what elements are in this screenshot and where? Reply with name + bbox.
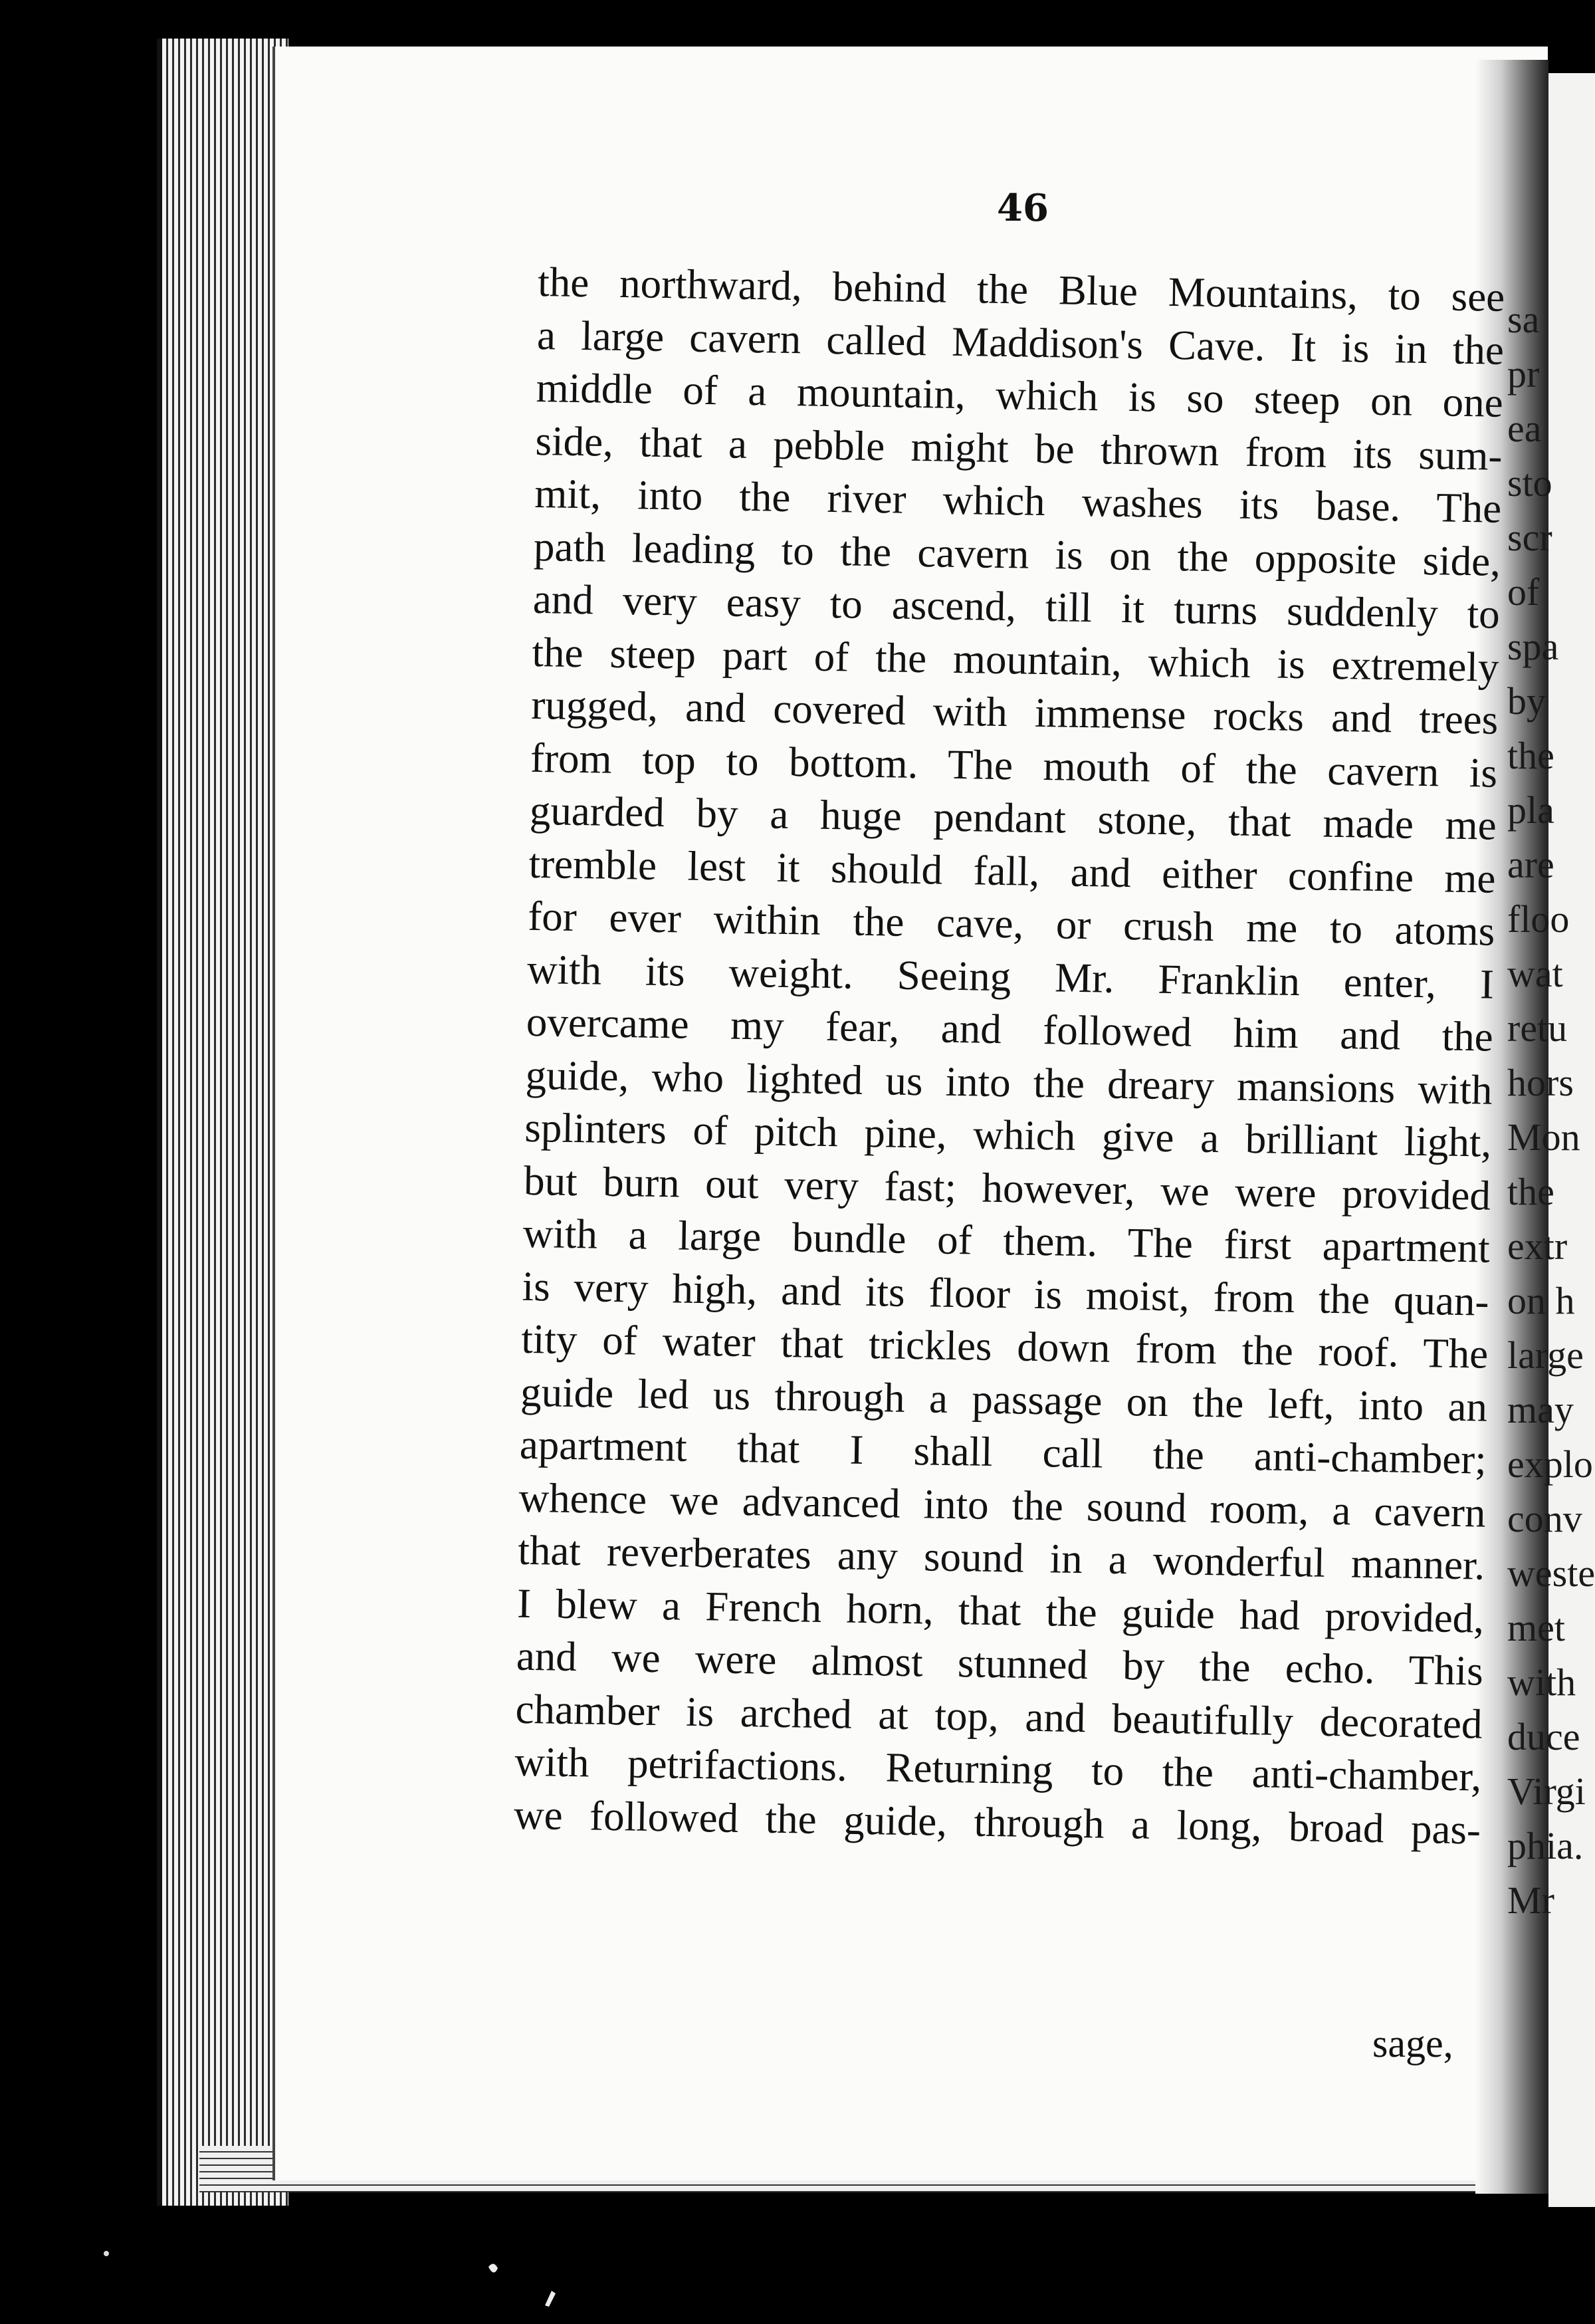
- text-line: tremble lest it should fall, and either confine me: [528, 840, 1497, 902]
- text-line: side, that a pebble might be thrown from its sum-: [535, 417, 1503, 479]
- text-line: with petrifactions. Returning to the anti-chamber,: [514, 1738, 1482, 1800]
- text-line: whence we advanced into the sound room, a cavern: [518, 1474, 1487, 1536]
- text-line: but burn out very fast; however, we were provided: [523, 1157, 1491, 1219]
- facing-text-fragment: explo: [1507, 1443, 1593, 1486]
- facing-text-fragment: pla: [1507, 788, 1554, 832]
- text-line: guide, who lighted us into the dreary mansions with: [525, 1051, 1493, 1113]
- text-line: I blew a French horn, that the guide had provided,: [516, 1579, 1485, 1642]
- text-line: and very easy to ascend, till it turns suddenly to: [532, 575, 1501, 638]
- text-line: for ever within the cave, or crush me to atoms: [527, 892, 1495, 955]
- text-line: path leading to the cavern is on the opposite side,: [533, 523, 1501, 585]
- facing-text-fragment: extr: [1507, 1224, 1568, 1268]
- text-line: tity of water that trickles down from the roof. The: [520, 1315, 1489, 1377]
- facing-text-fragment: on h: [1507, 1279, 1575, 1322]
- text-line: rugged, and covered with immense rocks and trees: [530, 681, 1499, 743]
- text-line: from top to bottom. The mouth of the cavern is: [530, 734, 1498, 796]
- text-line: a large cavern called Maddison's Cave. It is in the: [536, 311, 1505, 374]
- facing-text-fragment: by: [1507, 679, 1546, 723]
- facing-text-fragment: of: [1507, 570, 1540, 614]
- text-line: is very high, and its floor is moist, from the quan-: [522, 1262, 1490, 1325]
- facing-text-fragment: the: [1507, 1170, 1554, 1213]
- text-line: the steep part of the mountain, which is extremely: [532, 628, 1500, 691]
- text-line: and we were almost stunned by the echo. This: [516, 1632, 1484, 1694]
- facing-text-fragment: wat: [1507, 952, 1563, 995]
- facing-text-fragment: weste: [1507, 1552, 1595, 1595]
- catchword: sage,: [1372, 2022, 1453, 2065]
- facing-text-fragment: spa: [1507, 625, 1559, 668]
- text-line: guarded by a huge pendant stone, that made me: [529, 786, 1497, 849]
- facing-text-fragment: conv: [1507, 1497, 1582, 1540]
- facing-text-fragment: Mr: [1507, 1879, 1554, 1922]
- text-line: splinters of pitch pine, which give a brilliant light,: [524, 1104, 1492, 1166]
- facing-text-fragment: scr: [1507, 516, 1552, 559]
- text-line: mit, into the river which washes its base. The: [534, 469, 1502, 532]
- text-line: with its weight. Seeing Mr. Franklin enter, I: [526, 945, 1495, 1008]
- facing-text-fragment: sa: [1507, 298, 1540, 341]
- facing-text-fragment: large: [1507, 1334, 1584, 1377]
- text-line: the northward, behind the Blue Mountains, to see: [537, 258, 1505, 320]
- facing-page-text: [1507, 292, 1595, 1928]
- text-line: we followed the guide, through a long, broad pas-: [513, 1791, 1481, 1853]
- facing-text-fragment: Mon: [1507, 1115, 1580, 1159]
- page-number: 46: [997, 186, 1049, 230]
- text-line: with a large bundle of them. The first apartment: [522, 1209, 1491, 1272]
- facing-text-fragment: are: [1507, 843, 1554, 886]
- facing-text-fragment: the: [1507, 734, 1554, 777]
- facing-text-fragment: pr: [1507, 352, 1540, 396]
- text-line: apartment that I shall call the anti-chamber;: [519, 1421, 1487, 1483]
- facing-text-fragment: retu: [1507, 1006, 1568, 1050]
- left-page-edges: [157, 39, 288, 2206]
- text-line: middle of a mountain, which is so steep on one: [536, 364, 1504, 426]
- facing-text-fragment: phia.: [1507, 1824, 1584, 1867]
- text-line: guide led us through a passage on the left, into an: [520, 1368, 1488, 1431]
- facing-text-fragment: met: [1507, 1606, 1565, 1649]
- scan-specks: [80, 2227, 678, 2320]
- facing-text-fragment: sto: [1507, 461, 1552, 505]
- text-line: that reverberates any sound in a wonderful manner.: [517, 1526, 1485, 1589]
- page-text: [514, 256, 1505, 1857]
- facing-text-fragment: duce: [1507, 1715, 1580, 1758]
- text-line: overcame my fear, and followed him and the: [526, 998, 1494, 1060]
- facing-text-fragment: Virgi: [1507, 1770, 1586, 1813]
- facing-text-fragment: may: [1507, 1388, 1574, 1431]
- facing-text-fragment: floo: [1507, 897, 1570, 941]
- facing-text-fragment: with: [1507, 1661, 1576, 1704]
- text-line: chamber is arched at top, and beautifully decorated: [515, 1685, 1483, 1748]
- facing-text-fragment: ea: [1507, 407, 1542, 450]
- facing-text-fragment: hors: [1507, 1061, 1574, 1104]
